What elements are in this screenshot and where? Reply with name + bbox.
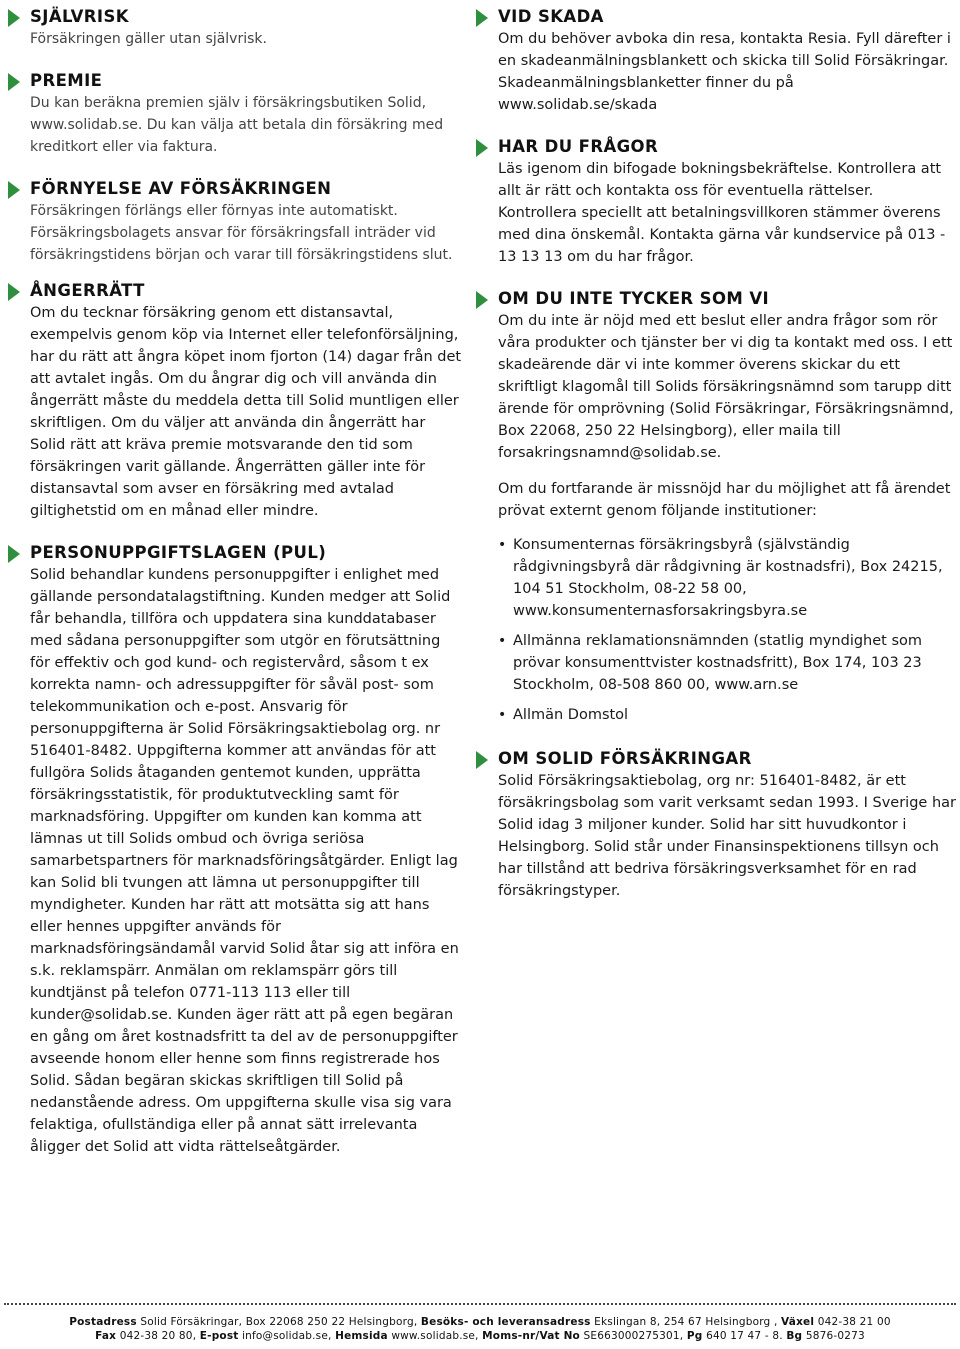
section-text: Om du behöver avboka din resa, kontakta Resia. Fyll därefter i en skadeanmälningsblankett och skicka till Solid Försäkringar. Skadeanmälningsblanketter finner du på www.solidab.se/skada bbox=[498, 31, 951, 113]
section-text: Försäkringen gäller utan självrisk. bbox=[30, 31, 267, 47]
section-heading: OM DU INTE TYCKER SOM VI bbox=[498, 289, 770, 308]
footer-value: Solid Försäkringar, Box 22068 250 22 Helsingborg, bbox=[140, 1316, 418, 1328]
list-item bbox=[498, 704, 956, 726]
right-column bbox=[476, 6, 956, 902]
section-about bbox=[476, 748, 956, 902]
footer-label: Bg bbox=[786, 1330, 803, 1342]
footer-value: 640 17 47 - 8. bbox=[706, 1330, 783, 1342]
footer-value: 5876-0273 bbox=[805, 1330, 865, 1342]
section-arrow-icon bbox=[8, 283, 20, 301]
footer-label: Pg bbox=[686, 1330, 703, 1342]
section-self-risk bbox=[8, 6, 463, 50]
footer-value: www.solidab.se, bbox=[391, 1330, 479, 1342]
section-damage bbox=[476, 6, 956, 116]
section-pul bbox=[8, 542, 463, 1158]
section-heading: PERSONUPPGIFTSLAGEN (PUL) bbox=[30, 543, 327, 562]
footer-label: Växel bbox=[781, 1316, 815, 1328]
section-text: Solid behandlar kundens personuppgifter i enlighet med gällande persondatalagstiftning. Kunden medger att Solid får behandla, tillföra och uppdatera sina kunddatabaser med sådana personuppgifter som utgör en förutsättning för effektiv och god kund- och registervård, såsom t ex korrekta namn- och adressuppgifter för såväl post- som telekommunikation och e-post. Ansvarig för personuppgifterna är Solid Försäkringsaktiebolag org. nr 516401-8482. Uppgifterna kommer att användas för att fullgöra Solids åtaganden gentemot kunden, upprätta försäkringsstatistik, för produktutveckling samt för marknadsföring. Uppgifter om kunden kan komma att lämnas ut till Solids ombud och övriga seriösa samarbetspartners för marknadsföringsåtgärder. Enligt lag kan Solid bli tvungen att lämna ut personuppgifter till myndigheter. Kunden har rätt att motsätta sig att hans eller hennes uppgifter används för marknadsföringsändamål varvid Solid åtar sig att införa en s.k. reklamspärr. Anmälan om reklamspärr görs till kundtjänst på telefon 0771-113 113 eller till kunder@solidab.se. Kunden äger rätt att på egen begäran en gång om året kostnadsfritt ta del av de personuppgifter avseende honom eller henne som finns registrerade hos Solid. Sådan begäran skickas skriftligen till Solid på nedanstående adress. Om uppgifterna skulle visa sig vara felaktiga, ofullständiga eller på annat sätt irrelevanta åligger det Solid att vidta rättelseåtgärder. bbox=[30, 567, 459, 1155]
section-text: Om du inte är nöjd med ett beslut eller andra frågor som rör våra produkter och tjänster ber vi dig ta kontakt med oss. I ett skadeärende där vi inte kommer överens skickar du ett skriftligt klagomål till Solids försäkringsnämnd som tarupp ditt ärende för omprövning (Solid Försäkringar, Försäkringsnämnd, Box 22068, 250 22 Helsingborg), eller maila till forsakringsnamnd@solidab.se. bbox=[498, 313, 954, 461]
institution-list bbox=[498, 534, 956, 726]
list-item-text: Allmän Domstol bbox=[513, 707, 629, 723]
left-column bbox=[8, 6, 463, 1158]
footer-label: Postadress bbox=[69, 1316, 137, 1328]
section-text: Försäkringen förlängs eller förnyas inte automatiskt. Försäkringsbolagets ansvar för försäkringsfall inträder vid försäkringstidens början och varar till försäkringstidens slut. bbox=[30, 203, 453, 263]
footer-value: info@solidab.se, bbox=[242, 1330, 332, 1342]
section-arrow-icon bbox=[8, 9, 20, 27]
footer-value: 042-38 21 00 bbox=[817, 1316, 891, 1328]
list-item bbox=[498, 534, 956, 622]
bullet-icon: • bbox=[498, 537, 507, 553]
bullet-icon: • bbox=[498, 633, 507, 649]
footer-line-1 bbox=[0, 1315, 960, 1329]
section-text: Solid Försäkringsaktiebolag, org nr: 516401-8482, är ett försäkringsbolag som varit verksamt sedan 1993. I Sverige har Solid idag 3 miljoner kunder. Solid har sitt huvudkontor i Helsingborg. Solid står under Finansinspektionens tillsyn och har tillstånd att bedriva försäkringsverksamhet för en rad försäkringstyper. bbox=[498, 773, 956, 899]
section-arrow-icon bbox=[8, 545, 20, 563]
section-heading: OM SOLID FÖRSÄKRINGAR bbox=[498, 749, 752, 768]
footer-line-2 bbox=[0, 1329, 960, 1343]
section-arrow-icon bbox=[8, 181, 20, 199]
section-heading: ÅNGERRÄTT bbox=[30, 281, 145, 300]
list-item-text: Allmänna reklamationsnämnden (statlig myndighet som prövar konsumenttvister kostnadsfritt), Box 174, 103 23 Stockholm, 08-508 860 00, www.arn.se bbox=[513, 633, 923, 693]
footer-value: 042-38 20 80, bbox=[119, 1330, 197, 1342]
section-heading: SJÄLVRISK bbox=[30, 7, 129, 26]
section-heading: FÖRNYELSE AV FÖRSÄKRINGEN bbox=[30, 179, 332, 198]
section-complaints bbox=[476, 288, 956, 726]
footer-label: Moms-nr/Vat No bbox=[482, 1330, 580, 1342]
section-renewal bbox=[8, 178, 463, 266]
section-questions bbox=[476, 136, 956, 268]
footer-label: Besöks- och leveransadress bbox=[420, 1316, 591, 1328]
section-text: Om du tecknar försäkring genom ett distansavtal, exempelvis genom köp via Internet eller telefonförsäljning, har du rätt att ångra köpet inom fjorton (14) dagar från det att avtalet ingås. Om du ångrar dig och vill använda din ångerrätt måste du meddela detta till Solid muntligen eller skriftligen. Om du väljer att använda din ångerrätt har Solid rätt att kräva premie motsvarande den tid som försäkringen varit gällande. Ångerrätten gäller inte för distansavtal som avser en försäkring med avtalad giltighetstid om en månad eller mindre. bbox=[30, 305, 462, 519]
footer-contact-info bbox=[0, 1305, 960, 1343]
section-premium bbox=[8, 70, 463, 158]
section-heading: PREMIE bbox=[30, 71, 103, 90]
section-arrow-icon bbox=[8, 73, 20, 91]
section-arrow-icon bbox=[476, 139, 488, 157]
footer-label: E-post bbox=[199, 1330, 239, 1342]
list-item-text: Konsumenternas försäkringsbyrå (självständig rådgivningsbyrå där rådgivning är kostnadsfri), Box 24215, 104 51 Stockholm, 08-22 58 00, www.konsumenternasforsakringsbyra.se bbox=[513, 537, 943, 619]
section-heading: VID SKADA bbox=[498, 7, 604, 26]
footer-value: Ekslingan 8, 254 67 Helsingborg , bbox=[594, 1316, 778, 1328]
footer-label: Hemsida bbox=[335, 1330, 388, 1342]
section-arrow-icon bbox=[476, 751, 488, 769]
bullet-icon: • bbox=[498, 707, 507, 723]
list-item bbox=[498, 630, 956, 696]
section-text: Du kan beräkna premien själv i försäkringsbutiken Solid, www.solidab.se. Du kan välja att betala din försäkring med kreditkort eller via faktura. bbox=[30, 95, 444, 155]
footer-label: Fax bbox=[95, 1330, 117, 1342]
section-withdrawal bbox=[8, 280, 463, 522]
section-arrow-icon bbox=[476, 9, 488, 27]
footer-value: SE663000275301, bbox=[583, 1330, 684, 1342]
section-heading: HAR DU FRÅGOR bbox=[498, 137, 659, 156]
section-text: Läs igenom din bifogade bokningsbekräftelse. Kontrollera att allt är rätt och kontakta oss för eventuella rättelser. Kontrollera speciellt att betalningsvillkoren stämmer överens med dina önskemål. Kontakta gärna vår kundservice på 013 - 13 13 13 om du har frågor. bbox=[498, 161, 946, 265]
section-text: Om du fortfarande är missnöjd har du möjlighet att få ärendet prövat externt genom följande institutioner: bbox=[498, 481, 951, 519]
section-arrow-icon bbox=[476, 291, 488, 309]
page-footer bbox=[0, 1303, 960, 1343]
